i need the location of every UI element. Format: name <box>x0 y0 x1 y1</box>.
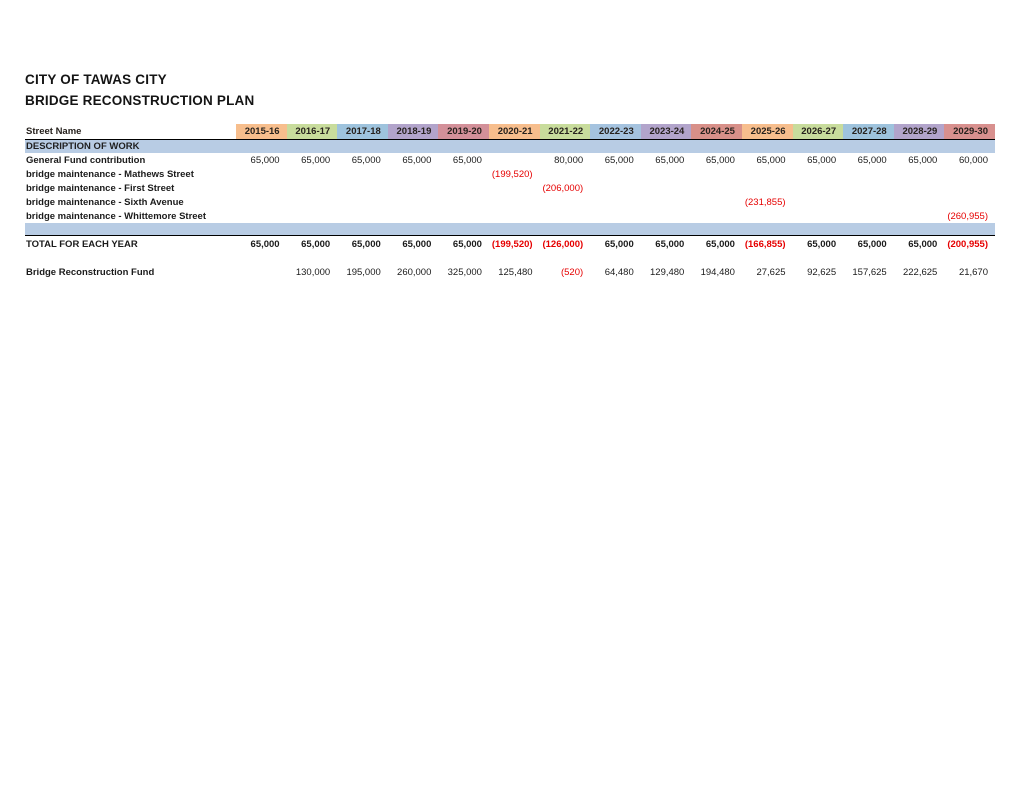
value-cell: 64,480 <box>604 266 634 278</box>
value-cell <box>894 167 945 181</box>
spacer-band <box>25 223 995 236</box>
bridge-plan-table <box>25 124 995 279</box>
value-cell <box>944 167 995 181</box>
value-cell: 65,000 <box>301 154 331 166</box>
gap-cell <box>25 252 995 265</box>
work-row <box>25 153 995 167</box>
year-header-cell: 2027-28 <box>843 124 894 140</box>
value-cell <box>287 195 338 209</box>
value-cell <box>843 195 894 209</box>
value-cell <box>793 195 844 209</box>
value-cell: 65,000 <box>641 236 692 253</box>
value-cell <box>236 209 287 223</box>
value-cell: 27,625 <box>756 266 786 278</box>
year-header-cell: 2028-29 <box>894 124 945 140</box>
value-cell: (126,000) <box>540 236 591 253</box>
value-cell: 65,000 <box>908 154 938 166</box>
year-header-cell: 2018-19 <box>388 124 439 140</box>
value-cell: (520) <box>560 266 584 278</box>
street-name-header: Street Name <box>25 124 236 140</box>
value-cell: 65,000 <box>388 236 439 253</box>
value-cell <box>641 181 692 195</box>
work-row <box>25 195 995 209</box>
value-cell <box>388 181 439 195</box>
value-cell <box>793 167 844 181</box>
row-label: bridge maintenance - First Street <box>26 182 175 194</box>
value-cell <box>843 181 894 195</box>
value-cell <box>388 209 439 223</box>
value-cell: 65,000 <box>756 154 786 166</box>
value-cell <box>590 209 641 223</box>
value-cell <box>337 181 388 195</box>
value-cell <box>793 209 844 223</box>
value-cell: 325,000 <box>447 266 482 278</box>
value-cell <box>489 181 540 195</box>
year-header-cell: 2020-21 <box>489 124 540 140</box>
description-of-work-label: DESCRIPTION OF WORK <box>25 140 995 154</box>
value-cell <box>944 181 995 195</box>
value-cell: 65,000 <box>691 236 742 253</box>
value-cell <box>388 167 439 181</box>
value-cell <box>438 209 489 223</box>
value-cell <box>944 195 995 209</box>
value-cell <box>438 181 489 195</box>
value-cell: 65,000 <box>705 154 735 166</box>
value-cell <box>641 195 692 209</box>
value-cell: (231,855) <box>744 196 786 208</box>
value-cell <box>590 195 641 209</box>
year-header-cell: 2023-24 <box>641 124 692 140</box>
value-cell <box>540 195 591 209</box>
value-cell: 65,000 <box>793 236 844 253</box>
value-cell <box>540 167 591 181</box>
value-cell: (199,520) <box>489 236 540 253</box>
fund-row-label: Bridge Reconstruction Fund <box>26 266 155 278</box>
value-cell: 260,000 <box>397 266 432 278</box>
value-cell <box>337 195 388 209</box>
value-cell <box>236 195 287 209</box>
work-row <box>25 209 995 223</box>
value-cell: 60,000 <box>958 154 988 166</box>
year-header-cell: 2017-18 <box>337 124 388 140</box>
value-cell <box>843 167 894 181</box>
value-cell: 65,000 <box>894 236 945 253</box>
value-cell <box>287 167 338 181</box>
year-header-cell: 2015-16 <box>236 124 287 140</box>
value-cell: 195,000 <box>346 266 381 278</box>
value-cell <box>388 195 439 209</box>
value-cell <box>438 167 489 181</box>
value-cell <box>438 195 489 209</box>
value-cell <box>489 209 540 223</box>
year-header-cell: 2024-25 <box>691 124 742 140</box>
year-header-cell: 2019-20 <box>438 124 489 140</box>
value-cell: 129,480 <box>650 266 685 278</box>
value-cell <box>742 181 793 195</box>
value-cell <box>793 181 844 195</box>
value-cell: 65,000 <box>857 154 887 166</box>
value-cell: (206,000) <box>542 182 584 194</box>
value-cell <box>590 181 641 195</box>
value-cell <box>691 167 742 181</box>
value-cell: 125,480 <box>498 266 533 278</box>
page-title: CITY OF TAWAS CITY <box>25 72 167 87</box>
year-header-cell: 2021-22 <box>540 124 591 140</box>
value-cell: 65,000 <box>843 236 894 253</box>
value-cell: (200,955) <box>944 236 995 253</box>
value-cell: 65,000 <box>590 236 641 253</box>
value-cell <box>691 181 742 195</box>
year-header-row <box>25 124 995 140</box>
value-cell <box>287 181 338 195</box>
spacer-band-row <box>25 223 995 236</box>
row-label: General Fund contribution <box>26 154 146 166</box>
value-cell: 222,625 <box>902 266 938 278</box>
value-cell: 65,000 <box>452 154 482 166</box>
row-label: bridge maintenance - Sixth Avenue <box>26 196 184 208</box>
value-cell: 65,000 <box>402 154 432 166</box>
value-cell: 65,000 <box>236 236 287 253</box>
document-title-block <box>25 69 254 111</box>
fund-row <box>25 265 995 279</box>
value-cell: (199,520) <box>491 168 533 180</box>
value-cell <box>691 209 742 223</box>
value-cell: 65,000 <box>351 154 381 166</box>
value-cell <box>236 167 287 181</box>
value-cell <box>337 209 388 223</box>
work-row <box>25 181 995 195</box>
year-header-cell: 2016-17 <box>287 124 338 140</box>
value-cell <box>489 153 540 167</box>
value-cell: 130,000 <box>295 266 331 278</box>
row-label: bridge maintenance - Mathews Street <box>26 168 194 180</box>
value-cell <box>894 209 945 223</box>
value-cell <box>691 195 742 209</box>
value-cell: 65,000 <box>337 236 388 253</box>
description-band-row <box>25 140 995 154</box>
total-row <box>25 236 995 253</box>
gap-row <box>25 252 995 265</box>
value-cell: 21,670 <box>958 266 988 278</box>
value-cell <box>894 195 945 209</box>
value-cell <box>590 167 641 181</box>
value-cell: 65,000 <box>807 154 837 166</box>
work-row <box>25 167 995 181</box>
value-cell: 65,000 <box>250 154 280 166</box>
value-cell <box>287 209 338 223</box>
value-cell: (166,855) <box>742 236 793 253</box>
value-cell <box>236 181 287 195</box>
value-cell <box>641 209 692 223</box>
value-cell <box>236 265 287 279</box>
value-cell <box>742 209 793 223</box>
total-row-label: TOTAL FOR EACH YEAR <box>25 236 236 253</box>
year-header-cell: 2029-30 <box>944 124 995 140</box>
year-header-cell: 2026-27 <box>793 124 844 140</box>
value-cell <box>843 209 894 223</box>
page-subtitle: BRIDGE RECONSTRUCTION PLAN <box>25 93 255 108</box>
value-cell: 65,000 <box>655 154 685 166</box>
value-cell <box>337 167 388 181</box>
value-cell <box>489 195 540 209</box>
value-cell: 157,625 <box>852 266 887 278</box>
value-cell: 65,000 <box>604 154 634 166</box>
value-cell <box>742 167 793 181</box>
value-cell: 65,000 <box>287 236 338 253</box>
value-cell <box>894 181 945 195</box>
value-cell <box>641 167 692 181</box>
value-cell: 194,480 <box>700 266 735 278</box>
row-label: bridge maintenance - Whittemore Street <box>26 210 207 222</box>
value-cell: (260,955) <box>947 210 988 222</box>
year-header-cell: 2025-26 <box>742 124 793 140</box>
value-cell <box>540 209 591 223</box>
value-cell: 92,625 <box>807 266 837 278</box>
year-header-cell: 2022-23 <box>590 124 641 140</box>
value-cell: 80,000 <box>554 154 584 166</box>
value-cell: 65,000 <box>438 236 489 253</box>
